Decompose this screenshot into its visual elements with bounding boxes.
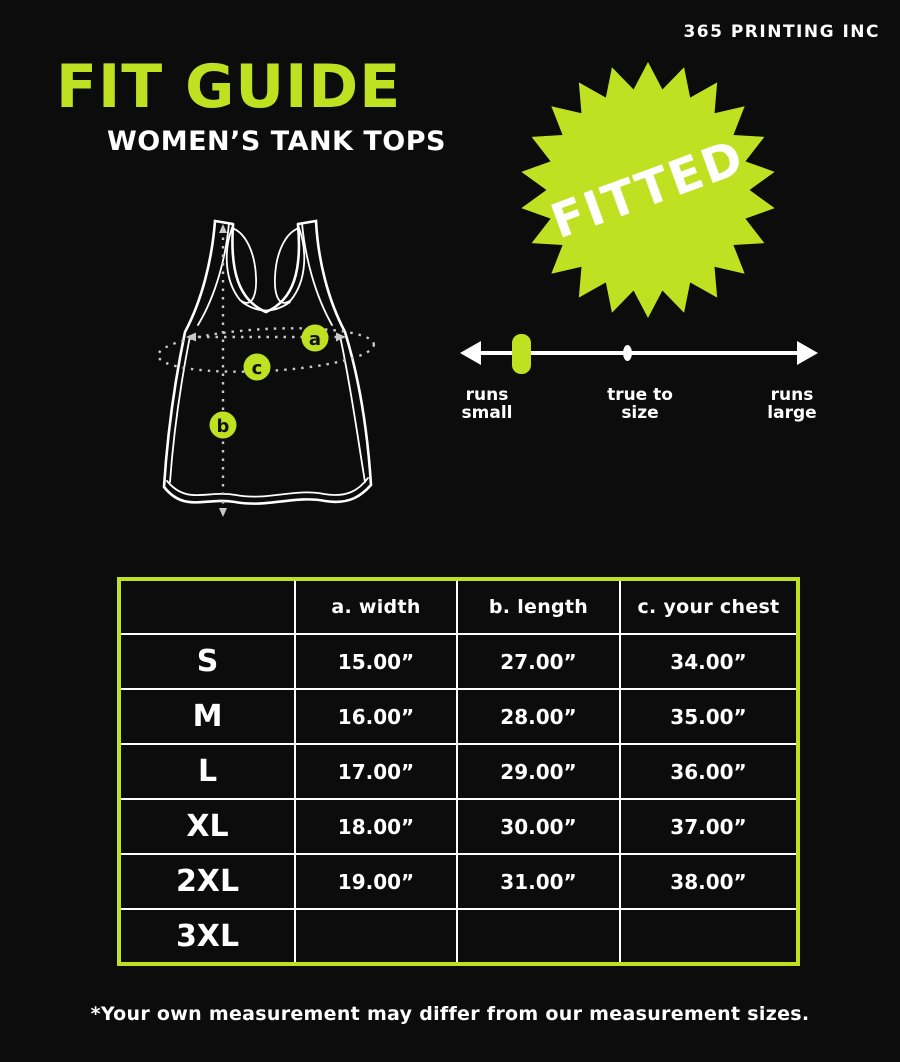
width-value: 19.00”	[295, 854, 457, 909]
fitted-badge	[518, 60, 778, 320]
width-arrow-left	[186, 333, 196, 342]
size-label: XL	[119, 799, 295, 854]
marker-b-letter: b	[216, 416, 230, 437]
chest-value: 36.00”	[620, 744, 798, 799]
scale-label-line: true to	[607, 385, 673, 405]
table-row	[119, 744, 798, 799]
chest-value: 38.00”	[620, 854, 798, 909]
chest-value: 34.00”	[620, 634, 798, 689]
scale-label-true-to-size	[580, 386, 700, 422]
measurement-marker-c	[244, 354, 271, 381]
marker-a-letter: a	[308, 329, 322, 350]
length-value: 31.00”	[457, 854, 620, 909]
scale-position-marker	[512, 334, 531, 374]
length-arrow-top	[219, 224, 227, 233]
size-label: S	[119, 634, 295, 689]
table-header-row	[119, 579, 798, 634]
page-subtitle: WOMEN’S TANK TOPS	[107, 126, 446, 157]
scale-label-line: runs	[770, 385, 814, 405]
width-value: 15.00”	[295, 634, 457, 689]
scale-label-line: small	[461, 403, 513, 423]
scale-label-runs-large	[732, 386, 852, 422]
length-arrow-bottom	[219, 508, 227, 517]
chest-value	[620, 909, 798, 964]
footnote: *Your own measurement may differ from our measurement sizes.	[90, 1003, 810, 1025]
table-row	[119, 689, 798, 744]
measurement-marker-b	[210, 412, 237, 439]
scale-label-line: runs	[465, 385, 509, 405]
width-value: 17.00”	[295, 744, 457, 799]
chest-value: 37.00”	[620, 799, 798, 854]
chest-value: 35.00”	[620, 689, 798, 744]
table-row	[119, 634, 798, 689]
page-title: FIT GUIDE	[56, 52, 402, 122]
length-value: 30.00”	[457, 799, 620, 854]
scale-arrow-right-icon	[797, 341, 818, 365]
size-label: L	[119, 744, 295, 799]
marker-c-letter: c	[251, 358, 263, 379]
tank-hem-inner-line	[167, 478, 368, 497]
brand-text: 365 PRINTING INC	[683, 22, 880, 42]
table-row	[119, 799, 798, 854]
length-value: 28.00”	[457, 689, 620, 744]
length-value	[457, 909, 620, 964]
size-table	[117, 577, 800, 966]
header-chest: c. your chest	[620, 579, 798, 634]
header-length: b. length	[457, 579, 620, 634]
tank-top-illustration	[130, 195, 420, 527]
scale-label-runs-small	[427, 386, 547, 422]
header-size	[119, 579, 295, 634]
scale-midpoint-dot	[623, 345, 632, 361]
length-value: 29.00”	[457, 744, 620, 799]
measurement-marker-a	[302, 325, 329, 352]
scale-label-line: size	[621, 403, 659, 423]
badge-label: FITTED	[544, 129, 752, 251]
width-value: 16.00”	[295, 689, 457, 744]
scale-label-line: large	[767, 403, 817, 423]
size-label: 2XL	[119, 854, 295, 909]
table-row	[119, 909, 798, 964]
tank-neckline	[232, 225, 299, 312]
table-row	[119, 854, 798, 909]
length-value: 27.00”	[457, 634, 620, 689]
size-label: M	[119, 689, 295, 744]
width-value	[295, 909, 457, 964]
width-value: 18.00”	[295, 799, 457, 854]
size-label: 3XL	[119, 909, 295, 964]
header-width: a. width	[295, 579, 457, 634]
